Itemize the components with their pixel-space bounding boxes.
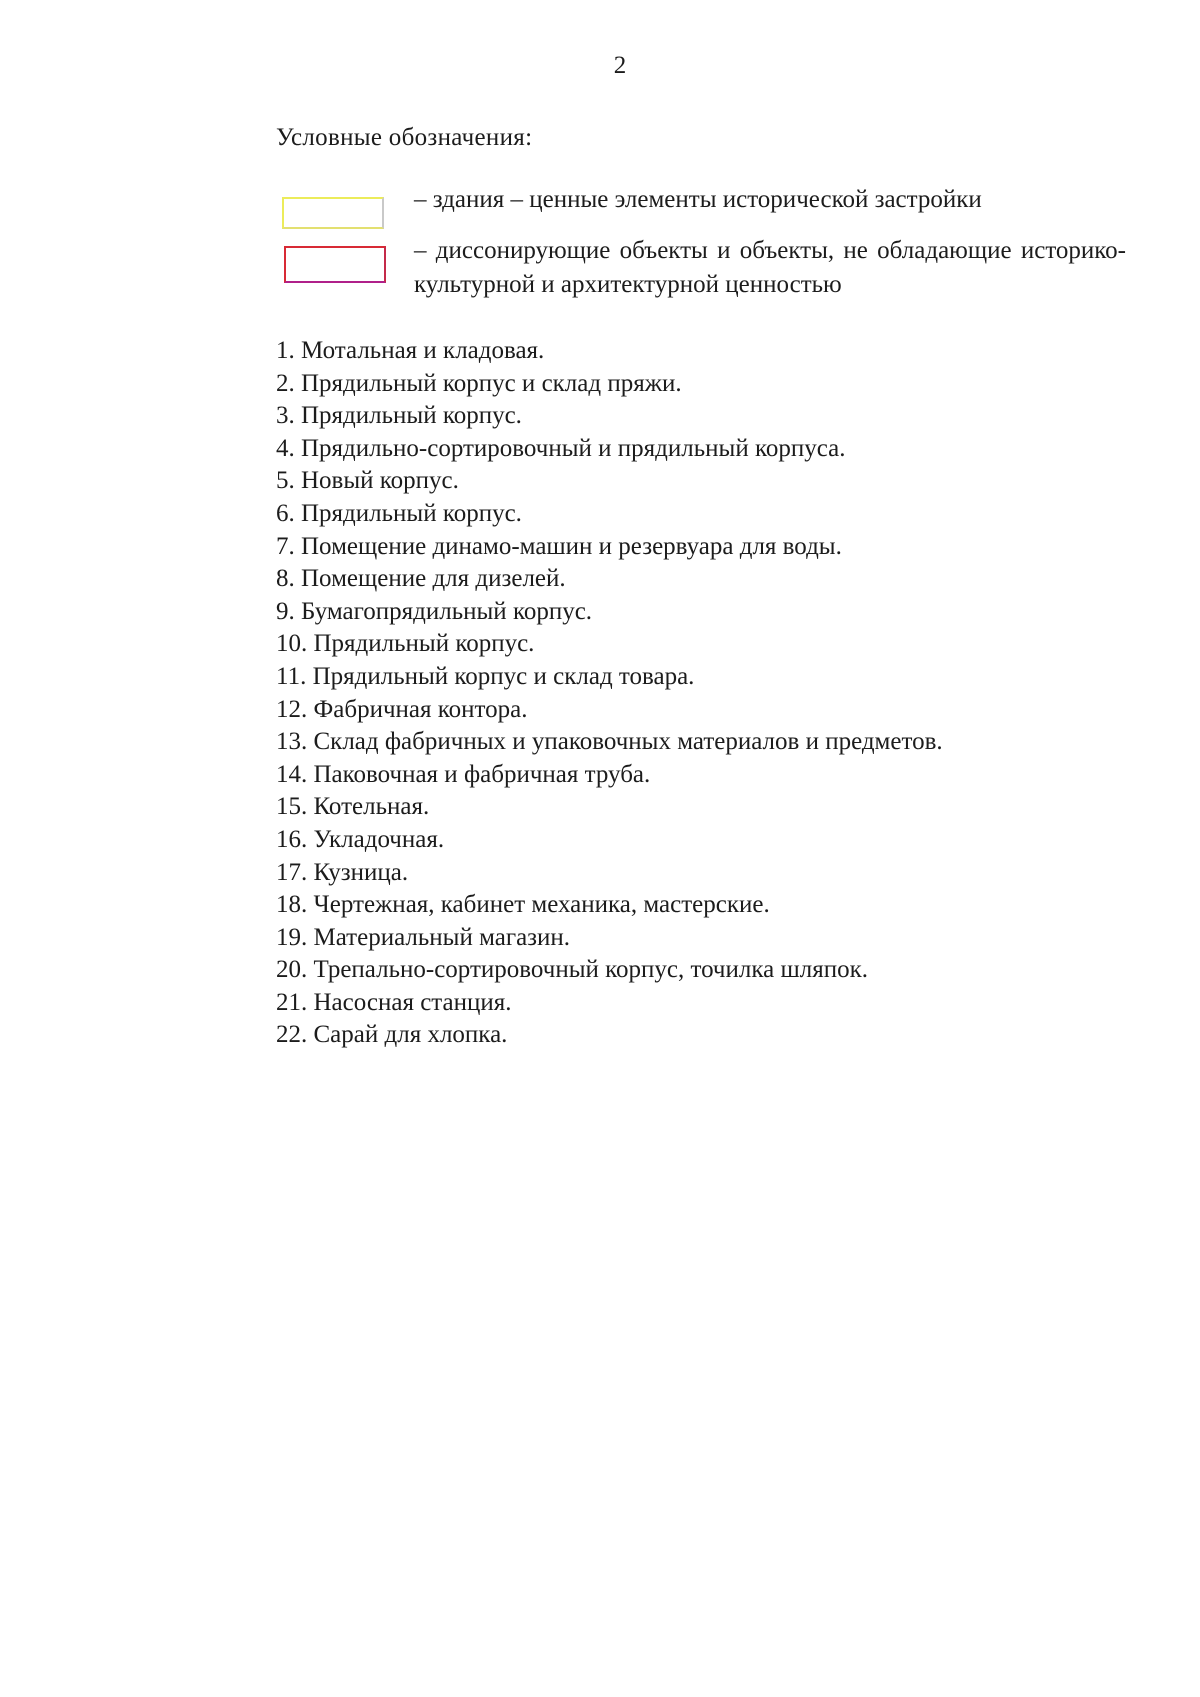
list-item: 2. Прядильный корпус и склад пряжи. — [276, 369, 682, 397]
list-item: 5. Новый корпус. — [276, 467, 459, 495]
list-item: 1. Мотальная и кладовая. — [276, 337, 545, 364]
list-item: 4. Прядильно-сортировочный и прядильный корпуса. — [276, 434, 846, 462]
list-item: 7. Помещение динамо-машин и резервуара для воды. — [276, 532, 842, 560]
list-item: 8. Помещение для дизелей. — [276, 565, 566, 593]
list-item: 17. Кузница. — [276, 858, 409, 886]
list-item: 14. Паковочная и фабричная труба. — [276, 760, 651, 788]
legend-title: Условные обозначения: — [276, 124, 533, 151]
list-item: 10. Прядильный корпус. — [276, 630, 535, 658]
list-item: 18. Чертежная, кабинет механика, мастерские. — [276, 891, 770, 919]
list-item: 20. Трепально-сортировочный корпус, точилка шляпок. — [276, 956, 868, 984]
list-item: 6. Прядильный корпус. — [276, 499, 522, 527]
page-number: 2 — [613, 52, 627, 79]
list-item: 16. Укладочная. — [276, 825, 445, 853]
list-item: 12. Фабричная контора. — [276, 695, 528, 723]
legend-swatch-dissonant — [284, 246, 386, 283]
list-item: 15. Котельная. — [276, 793, 430, 821]
list-item: 9. Бумагопрядильный корпус. — [276, 597, 593, 625]
legend-text-dissonant: – диссонирующие объекты и объекты, не обладающие историко-культурной и архитектурной ценностью — [414, 237, 1126, 298]
list-item: 22. Сарай для хлопка. — [276, 1021, 508, 1049]
list-item: 11. Прядильный корпус и склад товара. — [276, 662, 695, 690]
list-item: 3. Прядильный корпус. — [276, 402, 522, 430]
building-list — [276, 335, 943, 1052]
list-item: 21. Насосная станция. — [276, 988, 512, 1016]
list-item: 19. Материальный магазин. — [276, 923, 571, 951]
legend-text-valuable: – здания – ценные элементы исторической застройки — [414, 186, 982, 213]
list-item: 13. Склад фабричных и упаковочных материалов и предметов. — [276, 728, 943, 756]
legend-swatch-valuable — [282, 197, 384, 229]
